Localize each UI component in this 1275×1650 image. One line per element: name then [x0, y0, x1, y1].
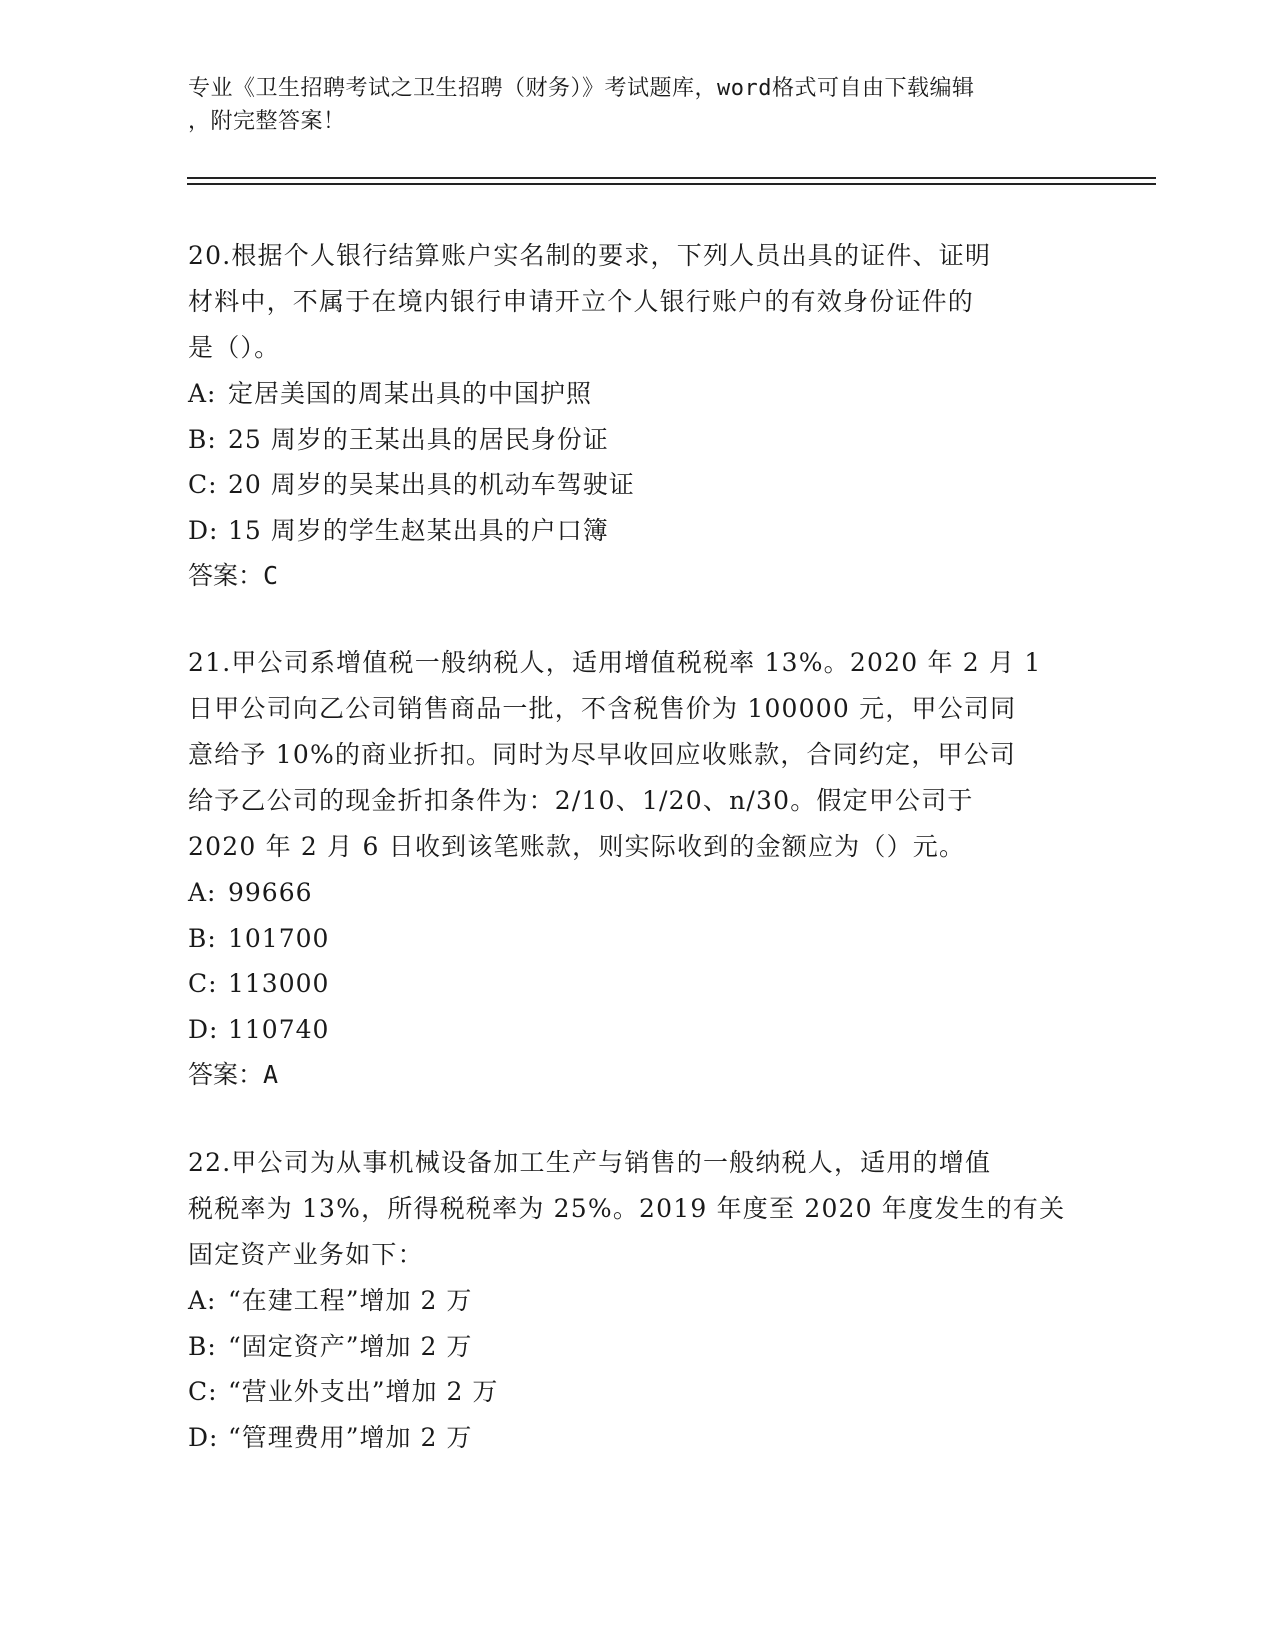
option-text: 15 周岁的学生赵某出具的户口簿	[228, 515, 609, 545]
question-stem-line: 给予乙公司的现金折扣条件为：2/10、1/20、n/30。假定甲公司于	[188, 786, 974, 815]
option-text: 25 周岁的王某出具的居民身份证	[228, 424, 609, 454]
option-text: “固定资产”增加 2 万	[228, 1331, 473, 1361]
question-stem-line: 22.甲公司为从事机械设备加工生产与销售的一般纳税人，适用的增值	[188, 1148, 992, 1177]
option-text: 20 周岁的吴某出具的机动车驾驶证	[228, 470, 635, 499]
option-label: A:	[188, 1286, 217, 1315]
option-b	[188, 417, 1088, 463]
question-stem-line: 日甲公司向乙公司销售商品一批，不含税售价为 100000 元，甲公司同	[188, 694, 1017, 723]
question-stem-line: 固定资产业务如下：	[188, 1240, 424, 1269]
option-text: 定居美国的周某出具的中国护照	[228, 379, 593, 408]
option-d	[188, 1007, 1088, 1053]
option-label: C:	[188, 969, 218, 998]
option-b	[188, 1324, 1088, 1370]
option-a	[188, 371, 1088, 417]
option-text: “管理费用”增加 2 万	[228, 1422, 473, 1452]
header-divider-top	[187, 177, 1156, 179]
answer: 答案：C	[188, 561, 279, 590]
option-c	[188, 1369, 1088, 1415]
question-stem-line: 是（）。	[188, 333, 281, 362]
option-text: 110740	[228, 1014, 330, 1044]
option-text: 99666	[228, 878, 313, 907]
question-stem-line: 税税率为 13%，所得税税率为 25%。2019 年度至 2020 年度发生的有关	[188, 1194, 1066, 1223]
question-22	[188, 1140, 1088, 1460]
option-label: C:	[188, 470, 218, 499]
option-d	[188, 508, 1088, 554]
option-a	[188, 870, 1088, 916]
option-c	[188, 462, 1088, 508]
option-text: 113000	[228, 969, 330, 998]
answer: 答案：A	[188, 1060, 279, 1089]
header-divider-bottom	[187, 183, 1156, 185]
option-b	[188, 916, 1088, 962]
option-label: D:	[188, 1422, 219, 1452]
option-d	[188, 1415, 1088, 1461]
question-stem-line: 意给予 10%的商业折扣。同时为尽早收回应收账款，合同约定，甲公司	[188, 740, 1017, 769]
question-stem-line: 21.甲公司系增值税一般纳税人，适用增值税税率 13%。2020 年 2 月 1	[188, 648, 1042, 677]
option-label: A:	[188, 379, 217, 408]
option-label: D:	[188, 1014, 219, 1044]
option-label: B:	[188, 923, 217, 953]
option-text: “营业外支出”增加 2 万	[228, 1377, 499, 1406]
question-21	[188, 640, 1088, 1098]
option-label: D:	[188, 515, 219, 545]
header-line-2: ，附完整答案！	[188, 109, 346, 134]
option-label: B:	[188, 1331, 217, 1361]
question-stem-line: 材料中，不属于在境内银行申请开立个人银行账户的有效身份证件的	[188, 287, 975, 316]
option-label: C:	[188, 1377, 218, 1406]
header-line-1: 专业《卫生招聘考试之卫生招聘（财务）》考试题库，word格式可自由下载编辑	[188, 76, 975, 101]
option-text: “在建工程”增加 2 万	[228, 1286, 473, 1315]
question-stem-line: 20.根据个人银行结算账户实名制的要求，下列人员出具的证件、证明	[188, 241, 992, 270]
option-c	[188, 961, 1088, 1007]
option-label: A:	[188, 878, 217, 907]
question-20	[188, 233, 1088, 599]
document-header	[188, 72, 1068, 138]
option-a	[188, 1278, 1088, 1324]
option-text: 101700	[228, 923, 330, 953]
question-stem-line: 2020 年 2 月 6 日收到该笔账款，则实际收到的金额应为（）元。	[188, 832, 966, 861]
option-label: B:	[188, 424, 217, 454]
